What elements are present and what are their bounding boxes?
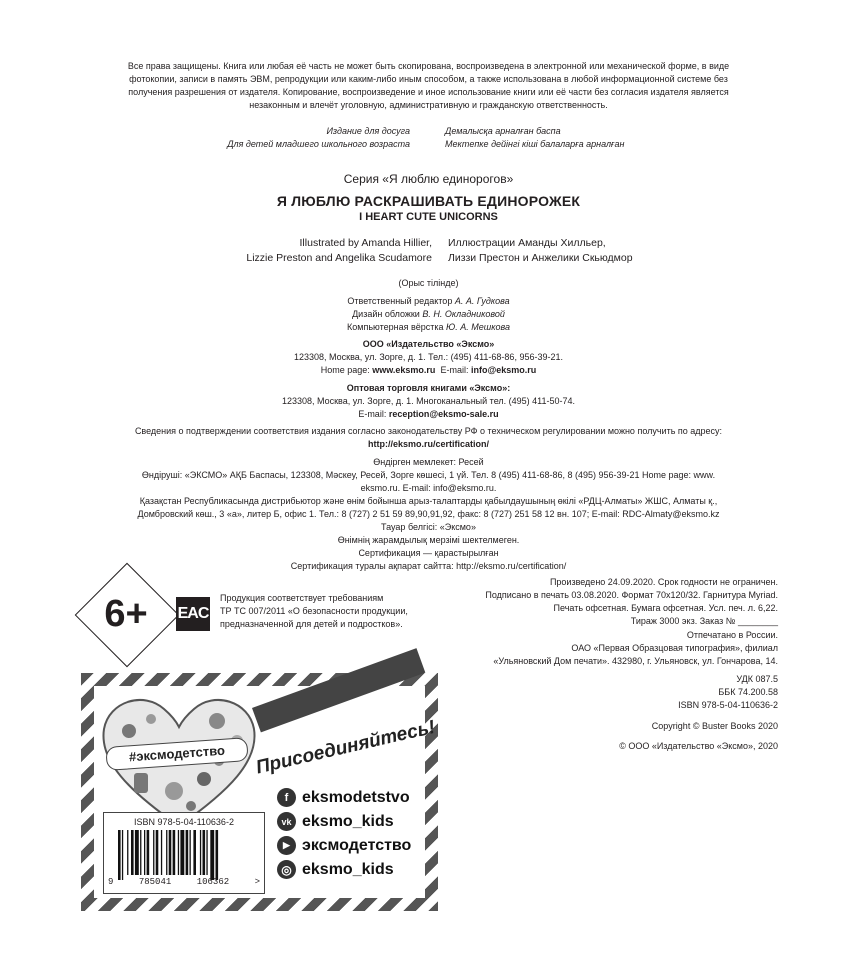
kz-line: Өндіруші: «ЭКСМО» АҚБ Баспасы, 123308, Мәскеу, Ресей, Зорге көшесі, 1 үй. Тел. 8 (495) 411-68-86, 8 (495) 956-39-21 Home page: www. — [141, 470, 716, 480]
credits-ru-line1: Иллюстрации Аманды Хилльер, — [448, 237, 606, 249]
barcode-bar — [200, 830, 201, 875]
barcode-bar — [131, 830, 134, 875]
rights-line: получения разрешения от издателя. Копирование, воспроизведение и иное использование книги или её части без согласия издателя является — [128, 87, 729, 97]
facebook-icon: f — [277, 788, 296, 807]
kz-line: Қазақстан Республикасында дистрибьютор және өнім бойынша арыз-талаптарды қабылдаушының өкілі «РДЦ-Алматы» ЖШС, Алматы қ., — [139, 496, 718, 506]
audience-ru-line2: Для детей младшего школьного возраста — [227, 139, 410, 149]
barcode-bar — [122, 830, 123, 880]
kz-line: Өнімнің жарамдылық мерзімі шектелмеген. — [337, 535, 520, 545]
age-rating-badge — [74, 562, 178, 666]
eac-mark — [176, 597, 210, 631]
certification-url: http://eksmo.ru/certification/ — [367, 439, 490, 449]
publisher-name: ООО «Издательство «Эксмо» — [362, 339, 495, 349]
rights-line: фотокопии, записи в память ЭВМ, репродукции или каким-либо иным способом, а также использована в любой информационной системе без — [129, 74, 728, 84]
barcode-box — [103, 812, 265, 894]
barcode-digits: 9 785041 106362 > — [108, 877, 260, 887]
kz-line: Сертификация туралы ақпарат сайтта: http://eksmo.ru/certification/ — [290, 561, 567, 571]
language-note: (Орыс тілінде) — [398, 278, 459, 288]
staff-row: Ответственный редактор А. А. Гудкова — [347, 296, 510, 306]
credits-ru — [448, 236, 748, 266]
social-facebook[interactable]: f eksmodetstvo — [277, 788, 410, 807]
audience-ru-line1: Издание для досуга — [326, 126, 410, 136]
audience-ru — [150, 125, 410, 151]
barcode-bar — [186, 830, 189, 875]
wholesale-address: 123308, Москва, ул. Зорге, д. 1. Многоканальный тел. (495) 411-50-74. — [281, 396, 576, 406]
wholesale-block — [0, 382, 857, 421]
kz-line: Сертификация — қарастырылған — [358, 548, 499, 558]
staff-row: Компьютерная вёрстка Ю. А. Мешкова — [347, 322, 510, 332]
kz-line: eksmo.ru. E-mail: info@eksmo.ru. — [360, 483, 497, 493]
certification-block — [60, 425, 797, 451]
social-instagram[interactable]: ◎ eksmo_kids — [277, 860, 394, 879]
copyright-eksmo: © ООО «Издательство «Эксмо», 2020 — [619, 741, 778, 751]
barcode-bar — [203, 830, 206, 875]
certification-line: Сведения о подтверждении соответствия издания согласно законодательству РФ о техническом регулировании можно получить по адресу: — [134, 426, 723, 436]
kz-line: Өндірген мемлекет: Ресей — [373, 457, 484, 467]
kazakh-block — [60, 456, 797, 573]
barcode-bar — [144, 830, 145, 875]
credits-en-line1: Illustrated by Amanda Hillier, — [299, 237, 432, 249]
barcode-bar — [173, 830, 176, 875]
barcode-bar — [156, 830, 159, 875]
hashtag-label: #эксмодетство — [105, 737, 248, 771]
kz-line: Тауар белгісі: «Эксмо» — [381, 522, 476, 532]
barcode-bars — [118, 830, 258, 880]
youtube-icon: ▶ — [277, 836, 296, 855]
wholesale-title: Оптовая торговля книгами «Эксмо»: — [346, 383, 511, 393]
audience-kz-line1: Демалысқа арналған баспа — [445, 126, 561, 136]
join-label: Присоединяйтесь! — [254, 716, 438, 779]
title-ru: Я ЛЮБЛЮ РАСКРАШИВАТЬ ЕДИНОРОЖЕК — [276, 193, 581, 209]
barcode-bar — [190, 830, 191, 875]
social-youtube[interactable]: ▶ эксмодетство — [277, 836, 411, 855]
staff-list — [0, 295, 857, 334]
kz-line: Домбровский көш., 3 «а», литер Б, офис 1. Тел.: 8 (727) 2 51 59 89,90,91,92, факс: 8 (727) 251 58 12 вн. 107; E-mail: RDC-Almaty@eksmo.kz — [137, 509, 720, 519]
udk-code: УДК 087.5 — [736, 674, 778, 684]
barcode-bar — [153, 830, 154, 875]
series-label: Серия «Я люблю единорогов» — [343, 172, 514, 186]
barcode-bar — [180, 830, 184, 875]
publisher-email: info@eksmo.ru — [470, 365, 537, 375]
eac-mark-text: EAC — [177, 605, 209, 622]
barcode-bar — [210, 830, 214, 880]
rights-notice — [60, 60, 797, 112]
rights-line: незаконным и влечёт уголовную, административную и гражданскую ответственность. — [249, 100, 608, 110]
barcode-bar — [216, 830, 219, 880]
publisher-address: 123308, Москва, ул. Зорге, д. 1. Тел.: (495) 411-68-86, 956-39-21. — [294, 352, 563, 362]
barcode-isbn: ISBN 978-5-04-110636-2 — [134, 817, 234, 827]
barcode-bar — [169, 830, 172, 875]
vk-icon: vk — [277, 812, 296, 831]
credits-en — [150, 236, 432, 266]
promo-envelope-inner — [94, 686, 438, 898]
title-en: I HEART CUTE UNICORNS — [359, 211, 498, 223]
audience-kz — [445, 125, 745, 151]
barcode-bar — [118, 830, 121, 880]
barcode-bar — [147, 830, 150, 875]
publisher-home-link: www.eksmo.ru — [372, 365, 436, 375]
copyright-buster: Copyright © Buster Books 2020 — [651, 721, 778, 731]
audience-kz-line2: Мектепке дейінгі кіші балаларға арналған — [445, 139, 625, 149]
barcode-bar — [161, 830, 162, 875]
barcode-bar — [140, 830, 141, 875]
barcode-bar — [127, 830, 128, 875]
credits-en-line2: Lizzie Preston and Angelika Scudamore — [246, 252, 432, 264]
social-vk[interactable]: vk eksmo_kids — [277, 812, 394, 831]
classification-block — [540, 673, 778, 712]
barcode-bar — [135, 830, 139, 875]
promo-envelope — [81, 673, 438, 911]
barcode-bar — [206, 830, 207, 875]
rights-line: Все права защищены. Книга или любая её часть не может быть скопирована, воспроизведена в электронной или механической форме, в виде — [127, 61, 730, 71]
staff-row: Дизайн обложки В. Н. Окладниковой — [352, 309, 505, 319]
barcode-bar — [166, 830, 167, 875]
wholesale-contacts: E-mail: reception@eksmo-sale.ru — [358, 409, 499, 419]
publisher-contacts: Home page: www.eksmo.ru E-mail: info@eksmo.ru — [320, 365, 537, 375]
wholesale-email: reception@eksmo-sale.ru — [388, 409, 499, 419]
instagram-icon: ◎ — [277, 860, 296, 879]
age-rating-text: 6+ — [104, 593, 148, 635]
isbn-code: ISBN 978-5-04-110636-2 — [678, 700, 778, 710]
production-info: Произведено 24.09.2020. Срок годности не ограничен. Подписано в печать 03.08.2020. Формат 70x120/32. Гарнитура Myriad. Печать офсетная. Бумага офсетная. Усл. печ. л. 6,22. Тираж 3000 экз. Заказ № ________ — [485, 577, 778, 626]
printed-info: Отпечатано в России. ОАО «Первая Образцовая типография», филиал «Ульяновский Дом печати». 432980, г. Ульяновск, ул. Гончарова, 14. — [493, 630, 778, 666]
barcode-bar — [178, 830, 179, 875]
join-banner — [252, 648, 425, 732]
compliance-note: Продукция соответствует требованиям ТР ТС 007/2011 «О безопасности продукции, предназначенной для детей и подростков». — [220, 593, 408, 629]
barcode-bar — [193, 830, 196, 875]
credits-ru-line2: Лиззи Престон и Анжелики Скьюдмор — [448, 252, 633, 264]
publisher-block — [0, 338, 857, 377]
bbk-code: ББК 74.200.58 — [718, 687, 778, 697]
